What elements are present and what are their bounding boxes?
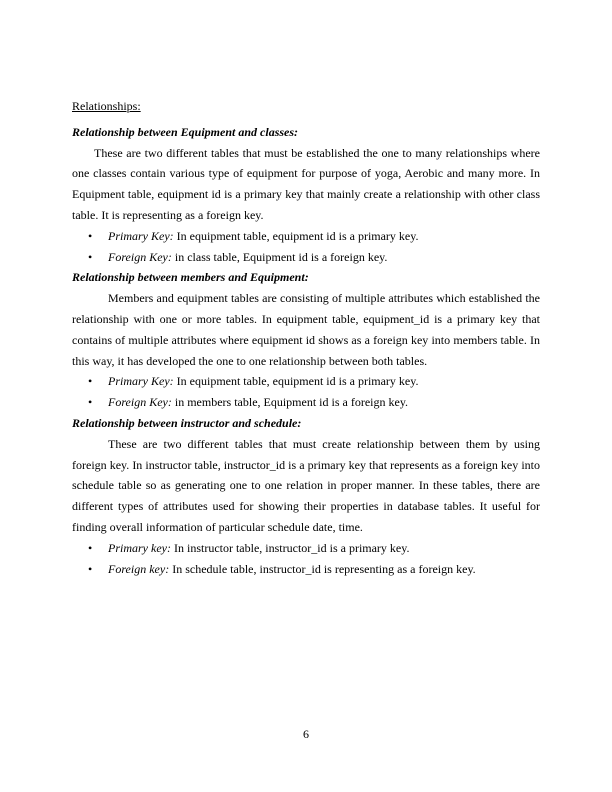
item-label: Primary key:	[108, 540, 171, 555]
heading-members-equipment: Relationship between members and Equipment:	[72, 270, 309, 285]
bullet-icon: •	[88, 395, 93, 410]
bullet-list	[72, 371, 540, 413]
item-text: in class table, Equipment id is a foreign key.	[171, 249, 388, 264]
bullet-icon: •	[88, 228, 93, 243]
item-text: In schedule table, instructor_id is representing as a foreign key.	[169, 561, 476, 576]
heading-equipment-classes: Relationship between Equipment and classes:	[72, 124, 299, 139]
item-text: In instructor table, instructor_id is a primary key.	[170, 540, 410, 555]
list-item	[72, 371, 540, 392]
paragraph: These are two different tables that must be established the one to many relationships where one classes contain various type of equipment for purpose of yoga, Aerobic and many more. In Equipment table, equipment id is a primary key that mainly create a relationship with other class table. It is representing as a foreign key.	[72, 145, 540, 222]
item-label: Foreign Key:	[108, 249, 172, 264]
paragraph: These are two different tables that must create relationship between them by using foreign key. In instructor table, instructor_id is a primary key that represents as a foreign key into schedule table so as generating one to one relation in proper manner. In these tables, there are different types of attributes used for showing their properties in database tables. It useful for finding overall information of particular schedule date, time.	[72, 436, 540, 534]
heading-instructor-schedule: Relationship between instructor and schedule:	[72, 415, 302, 430]
bullet-icon: •	[88, 249, 93, 264]
page-number: 6	[303, 727, 309, 741]
item-label: Foreign key:	[108, 561, 170, 576]
item-text: In equipment table, equipment id is a primary key.	[173, 374, 419, 389]
bullet-icon: •	[88, 540, 93, 555]
list-item	[72, 226, 540, 247]
list-item	[72, 538, 540, 559]
bullet-icon: •	[88, 374, 93, 389]
list-item	[72, 559, 540, 580]
item-text: In equipment table, equipment id is a primary key.	[173, 228, 419, 243]
item-label: Primary Key:	[108, 228, 174, 243]
paragraph: Members and equipment tables are consisting of multiple attributes which established the relationship with one or more tables. In equipment table, equipment_id is a primary key that contains of multiple attributes where equipment id shows as a foreign key into members table. In this way, it has developed the one to one relationship between both tables.	[72, 291, 540, 368]
bullet-icon: •	[88, 561, 93, 576]
section-title: Relationships:	[72, 99, 141, 113]
bullet-list	[72, 226, 540, 268]
item-text: in members table, Equipment id is a foreign key.	[171, 395, 409, 410]
document-body	[72, 96, 540, 579]
list-item	[72, 392, 540, 413]
bullet-list	[72, 538, 540, 580]
item-label: Primary Key:	[108, 374, 174, 389]
item-label: Foreign Key:	[108, 395, 172, 410]
list-item	[72, 247, 540, 268]
